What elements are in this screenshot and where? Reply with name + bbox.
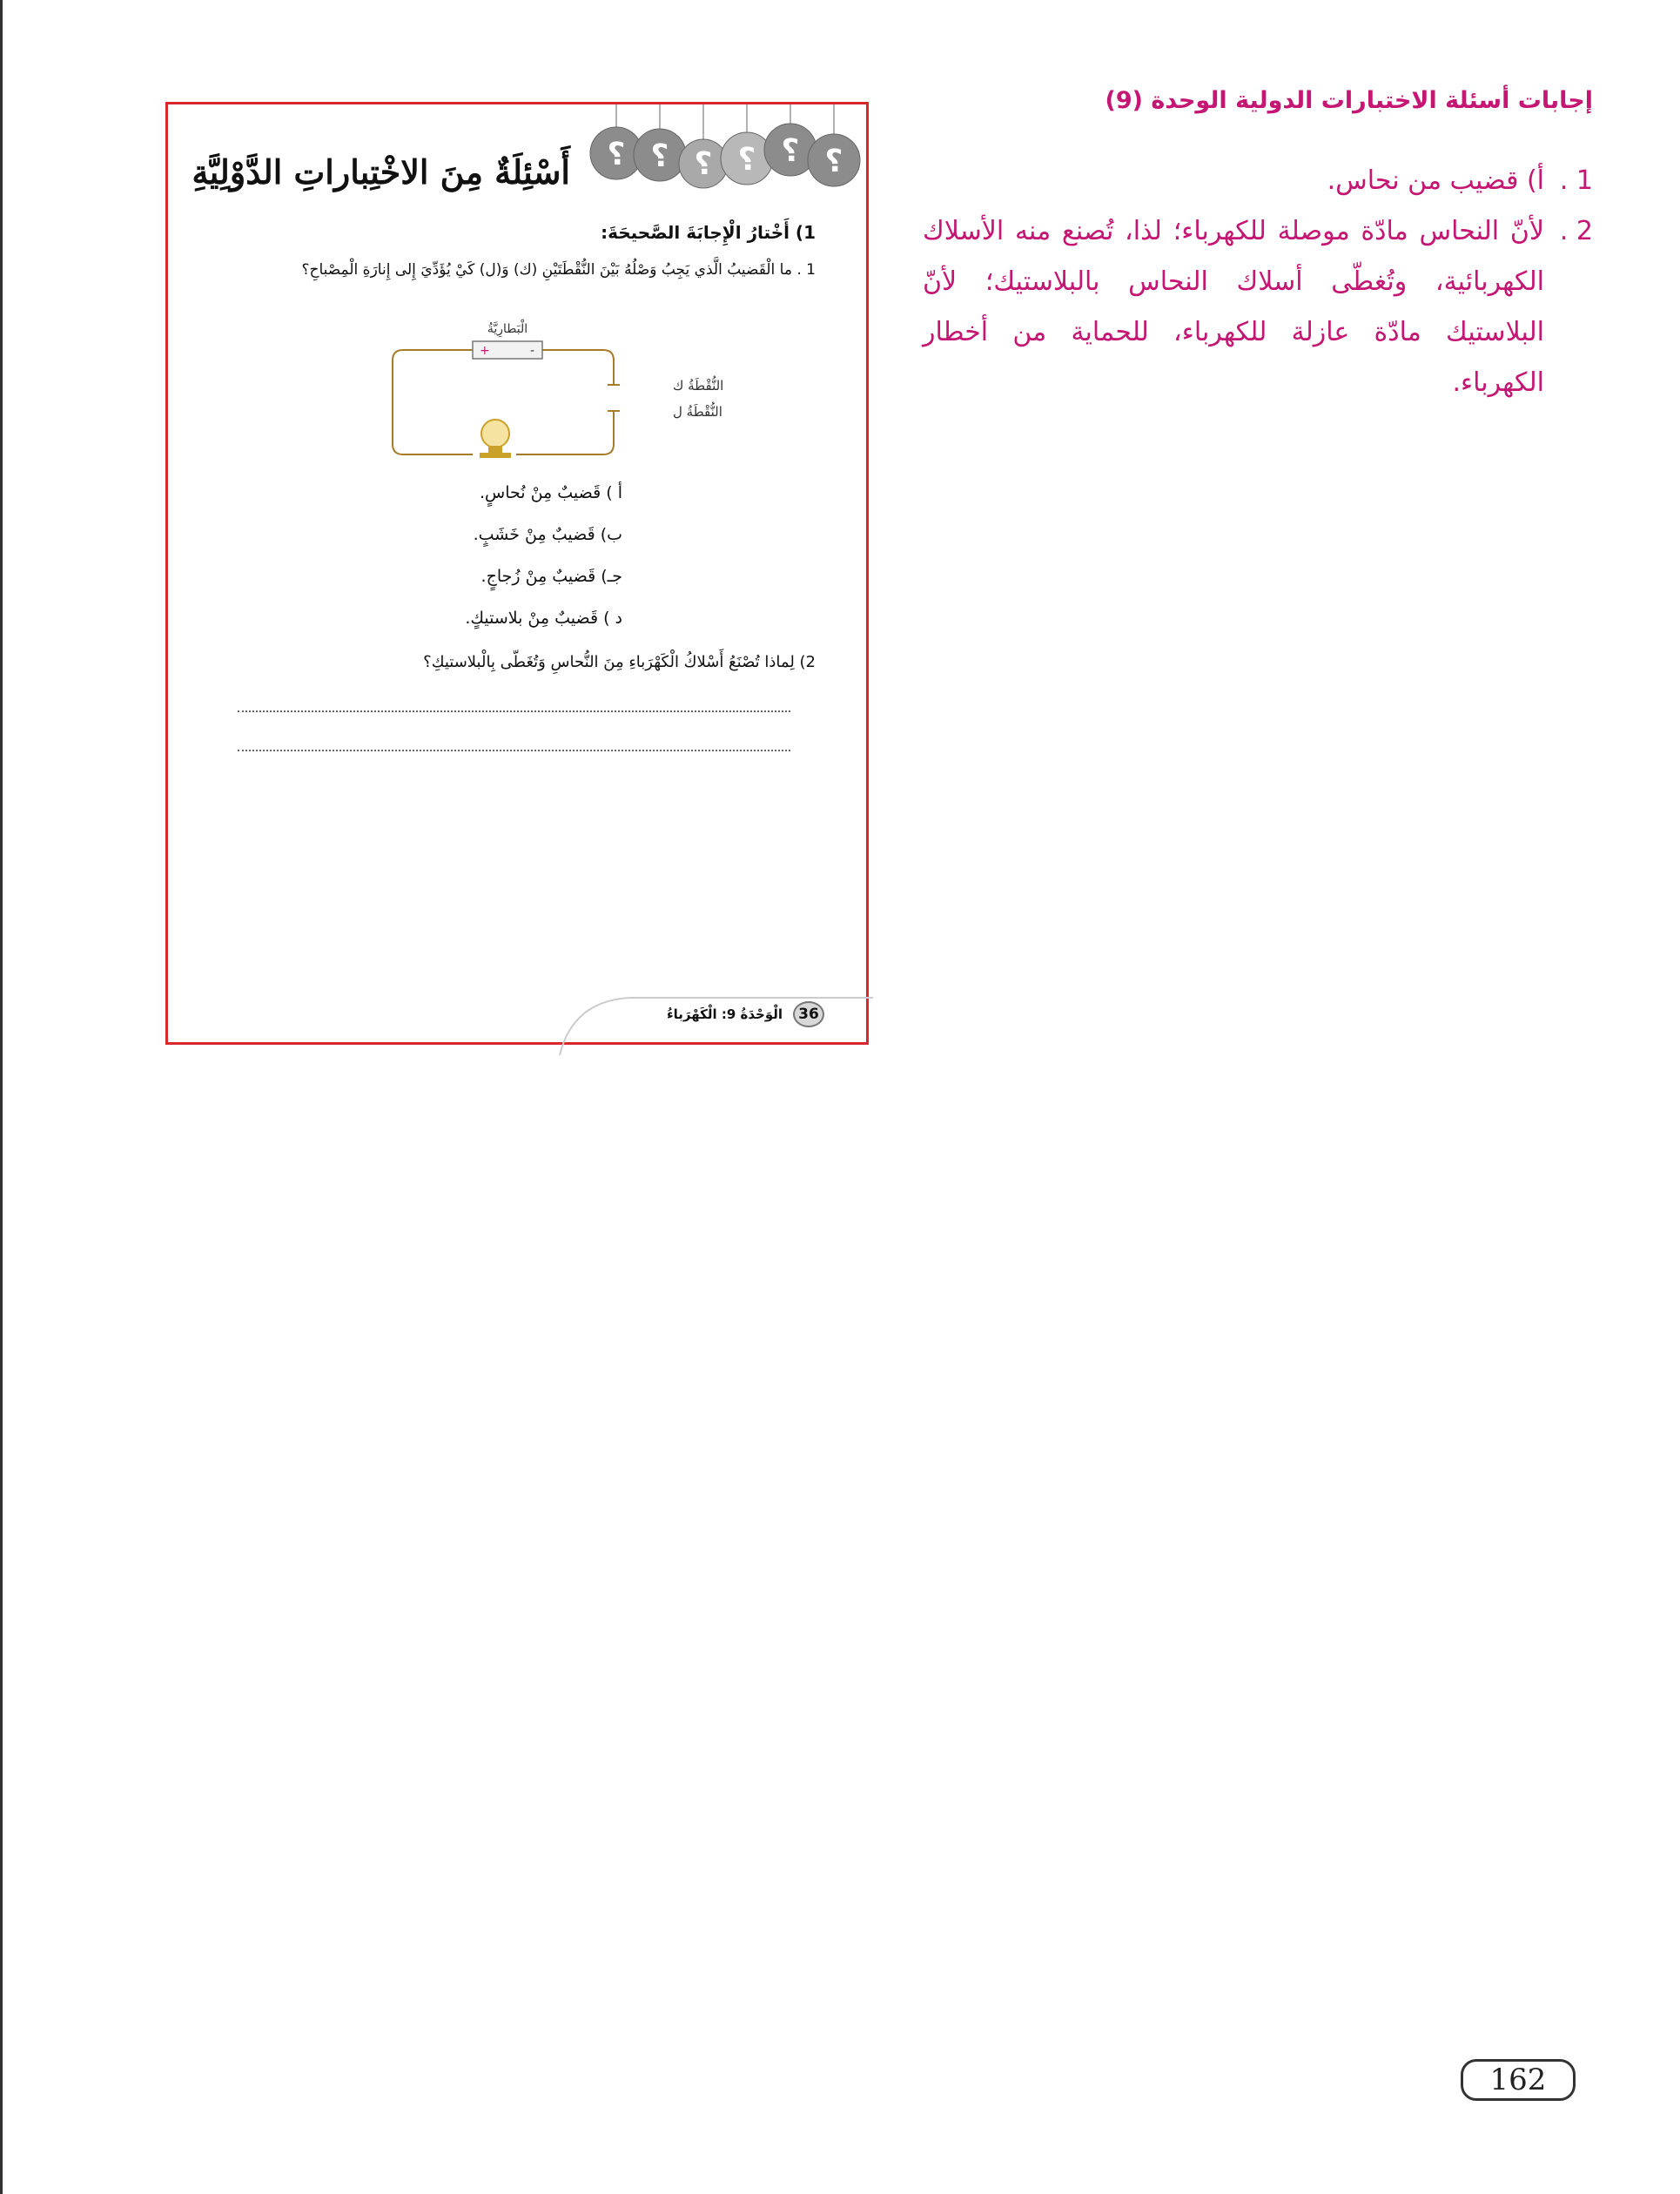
question-mark-bubbles-icon — [581, 104, 860, 200]
battery-label: الْبَطارِيَّةُ — [487, 322, 528, 336]
answer-item — [923, 206, 1593, 408]
answers-list — [923, 156, 1593, 408]
battery-plus: + — [480, 344, 490, 358]
textbook-title: أَسْئِلَةٌ مِنَ الاخْتِباراتِ الدَّوْلِيَّةِ — [192, 152, 570, 192]
answer-number: 1 . — [1559, 165, 1593, 196]
textbook-page-frame — [165, 102, 869, 1045]
bubble-mark: ؟ — [737, 142, 756, 178]
option-d: د ) قَضيبٌ مِنْ بلاستيكٍ. — [465, 609, 622, 628]
bubble-mark: ؟ — [650, 138, 669, 174]
answer-number: 2 . — [1559, 216, 1593, 246]
option-b: ب) قَضيبٌ مِنْ خَشَبٍ. — [473, 525, 622, 544]
battery-minus: - — [530, 344, 535, 358]
page-left-edge — [0, 0, 3, 2194]
answer-line — [238, 710, 790, 712]
unit-label: الْوَحْدَةُ 9: الْكَهْرَباءُ — [666, 1006, 783, 1022]
answers-title: إجابات أسئلة الاختبارات الدولية الوحدة (9) — [1105, 87, 1593, 114]
circuit-diagram — [386, 313, 724, 474]
textbook-page-number: 36 — [793, 1001, 824, 1027]
question-2-text: 2) لِماذا تُصْنَعُ أَسْلاكُ الْكَهْرَباءِ مِنَ النُّحاسِ وَتُغَطّى بِالْبلاستيكِ؟ — [423, 653, 816, 671]
answer-item — [923, 156, 1593, 206]
bubble-mark: ؟ — [781, 133, 800, 169]
lamp-icon — [480, 420, 511, 458]
answers-section — [923, 87, 1593, 408]
question-1-heading: 1) أَخْتارُ الْإِجابَةَ الصَّحيحَةَ: — [601, 222, 816, 243]
option-a: أ ) قَضيبٌ مِنْ نُحاسٍ. — [479, 483, 622, 502]
point-k-label: النُّقْطَةُ ك — [673, 378, 724, 394]
point-l-label: النُّقْطَةُ ل — [673, 404, 722, 420]
bubble-mark: ؟ — [694, 146, 713, 182]
answer-text: لأنّ النحاس مادّة موصلة للكهرباء؛ لذا، تُصنع منه الأسلاك الكهربائية، وتُغطّى أسلاك النحاس بالبلاستيك؛ لأنّ البلاستيك مادّة عازلة للكهرباء، للحماية من أخطار الكهرباء. — [923, 216, 1544, 398]
answer-text: أ) قضيب من نحاس. — [1327, 165, 1544, 196]
bubble-mark: ؟ — [824, 144, 843, 179]
page-number: 162 — [1461, 2059, 1576, 2101]
bubble-mark: ؟ — [607, 137, 626, 172]
question-1-text: 1 . ما الْقَضيبُ الَّذي يَجِبُ وَصْلُهُ بَيْنَ النُّقْطَتَيْنِ (ك) وَ(ل) كَيْ يُؤَدِّيَ إِلى إِنارَةِ الْمِصْباحِ؟ — [301, 261, 816, 279]
option-c: جـ) قَضيبٌ مِنْ زُجاجٍ. — [480, 567, 622, 586]
footer-curve-decoration — [551, 994, 873, 1055]
answer-line — [238, 750, 790, 751]
